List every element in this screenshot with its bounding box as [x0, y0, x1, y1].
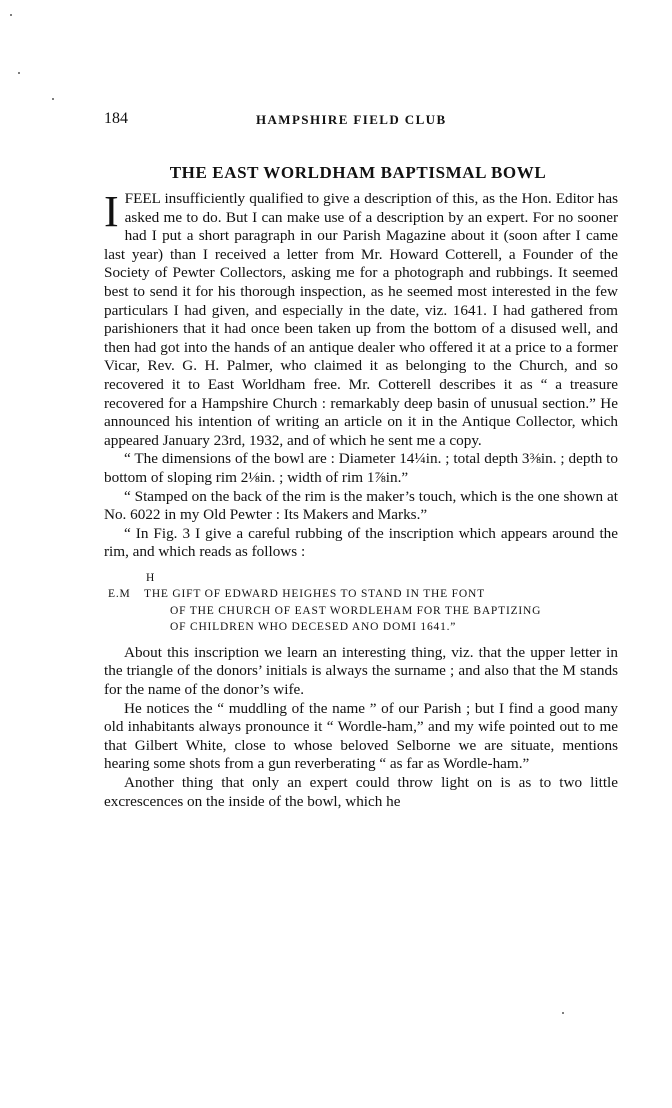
scan-speck [562, 1012, 564, 1014]
article-title: THE EAST WORLDHAM BAPTISMAL BOWL [169, 163, 547, 182]
paragraph-intro-text: FEEL insufficiently qualified to give a description of this, as the Hon. Editor has asked me to do. But I can make use of a description by an expert. For no sooner had I put a short paragraph in our Parish Magazine about it (soon after I came last year) than I received a letter from Mr. Howard Cotterell, a Founder of the Society of Pewter Collectors, asking me for a photograph and rubbings. It seemed best to send it for his thorough inspection, as he seemed most interested in the few particulars I had given, and especially in the date, viz. 1641. I had gathered from parishioners that it had once been taken up from the bottom of a disused well, and then had got into the hands of an antique dealer who offered it at a price to a former Vicar, Rev. G. H. Palmer, who claimed it as belonging to the Church, and so recovered it to East Worldham free. Mr. Cotterell describes it as “ a treasure recovered for a Hampshire Church : remarkably deep basin of unusual section.” He announced his intention of writing an article on it in the Antique Collector, which appeared January 23rd, 1932, and of which he sent me a copy. [104, 190, 618, 449]
inscription-line-2: OF THE CHURCH OF EAST WORDLEHAM FOR THE BAPTIZING [170, 604, 542, 617]
paragraph-makers-touch: “ Stamped on the back of the rim is the maker’s touch, which is the one shown at No. 6022 in my Old Pewter : Its Makers and Marks.” [104, 487, 618, 524]
paragraph-dimensions: “ The dimensions of the bowl are : Diameter 14¼in. ; total depth 3⅜in. ; depth to bottom of sloping rim 2⅛in. ; width of rim 1⅞in.” [104, 450, 618, 486]
paragraph-excrescences: Another thing that only an expert could throw light on is as to two little excrescences on the inside of the bowl, which he [104, 774, 618, 810]
inscription-side-initials: E.M [108, 588, 131, 601]
article-body [104, 187, 618, 811]
inscription-line-3: OF CHILDREN WHO DECESED ANO DOMI 1641.” [170, 621, 457, 634]
page-number: 184 [104, 110, 128, 127]
paragraph-initials: About this inscription we learn an interesting thing, viz. that the upper letter in the triangle of the donors’ initials is always the surname ; and also that the M stands for the name of the donor’s wife. [104, 643, 618, 699]
page-header [104, 110, 618, 132]
inscription-top-initial: H [146, 571, 156, 584]
scan-speck [10, 14, 12, 16]
drop-cap: I [104, 187, 119, 236]
scan-speck [18, 72, 20, 74]
paragraph-parish-name: He notices the “ muddling of the name ” of our Parish ; but I find a good many old inhabitants always pronounce it “ Wordle-ham,” and my wife pointed out to me that Gilbert White, close to whose beloved Selborne we are situate, mentions hearing some shots from a gun reverberating “ as far as Wordle-ham.” [104, 699, 618, 773]
paragraph-intro [104, 187, 618, 450]
paragraph-inscription-intro: “ In Fig. 3 I give a careful rubbing of the inscription which appears around the rim, and which reads as follows : [104, 524, 618, 561]
running-head: HAMPSHIRE FIELD CLUB [256, 112, 447, 127]
inscription-first-line [104, 586, 618, 603]
scan-speck [52, 98, 54, 100]
inscription-line-1: THE GIFT OF EDWARD HEIGHES TO STAND IN THE FONT [144, 588, 485, 601]
inscription-block [104, 570, 618, 636]
